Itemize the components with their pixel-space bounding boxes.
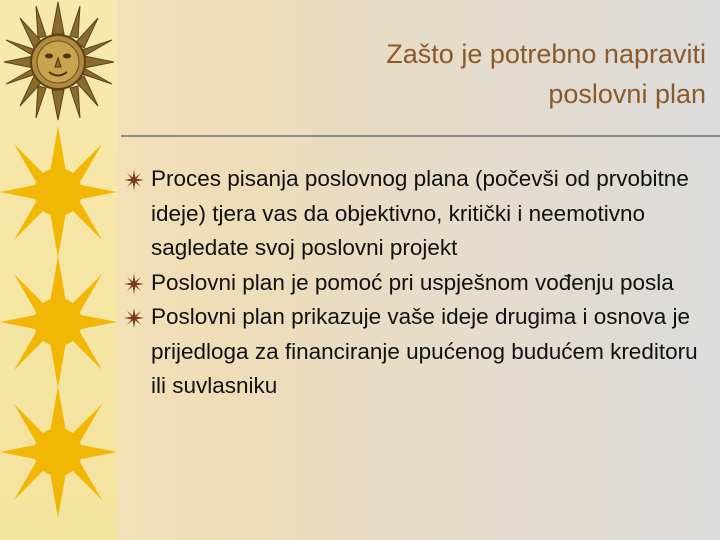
bullet-list [124, 162, 704, 404]
bullet-text: Proces pisanja poslovnog plana (počevši od prvobitne ideje) tjera vas da objektivno, kritički i neemotivno sagledate svoj poslovni projekt [151, 166, 689, 260]
star-bullet-icon [124, 308, 144, 328]
sun-face-icon [0, 0, 117, 124]
bullet-item [124, 266, 704, 301]
slide-title [146, 34, 706, 114]
bullet-text: Poslovni plan prikazuje vaše ideje drugima i osnova je prijedloga za financiranje upućenog budućem kreditoru ili suvlasniku [151, 304, 698, 398]
bullet-text: Poslovni plan je pomoć pri uspješnom vođenju posla [151, 269, 674, 295]
sun-icon [0, 252, 117, 392]
bullet-item [124, 300, 704, 404]
star-bullet-icon [124, 170, 144, 190]
sun-icon [0, 122, 117, 262]
star-bullet-icon [124, 274, 144, 294]
title-divider [121, 135, 720, 137]
decorative-sidebar [0, 0, 117, 540]
bullet-item [124, 162, 704, 266]
title-line-1: Zašto je potrebno napraviti [386, 39, 706, 69]
title-line-2: poslovni plan [548, 79, 706, 109]
sun-icon [0, 382, 117, 522]
